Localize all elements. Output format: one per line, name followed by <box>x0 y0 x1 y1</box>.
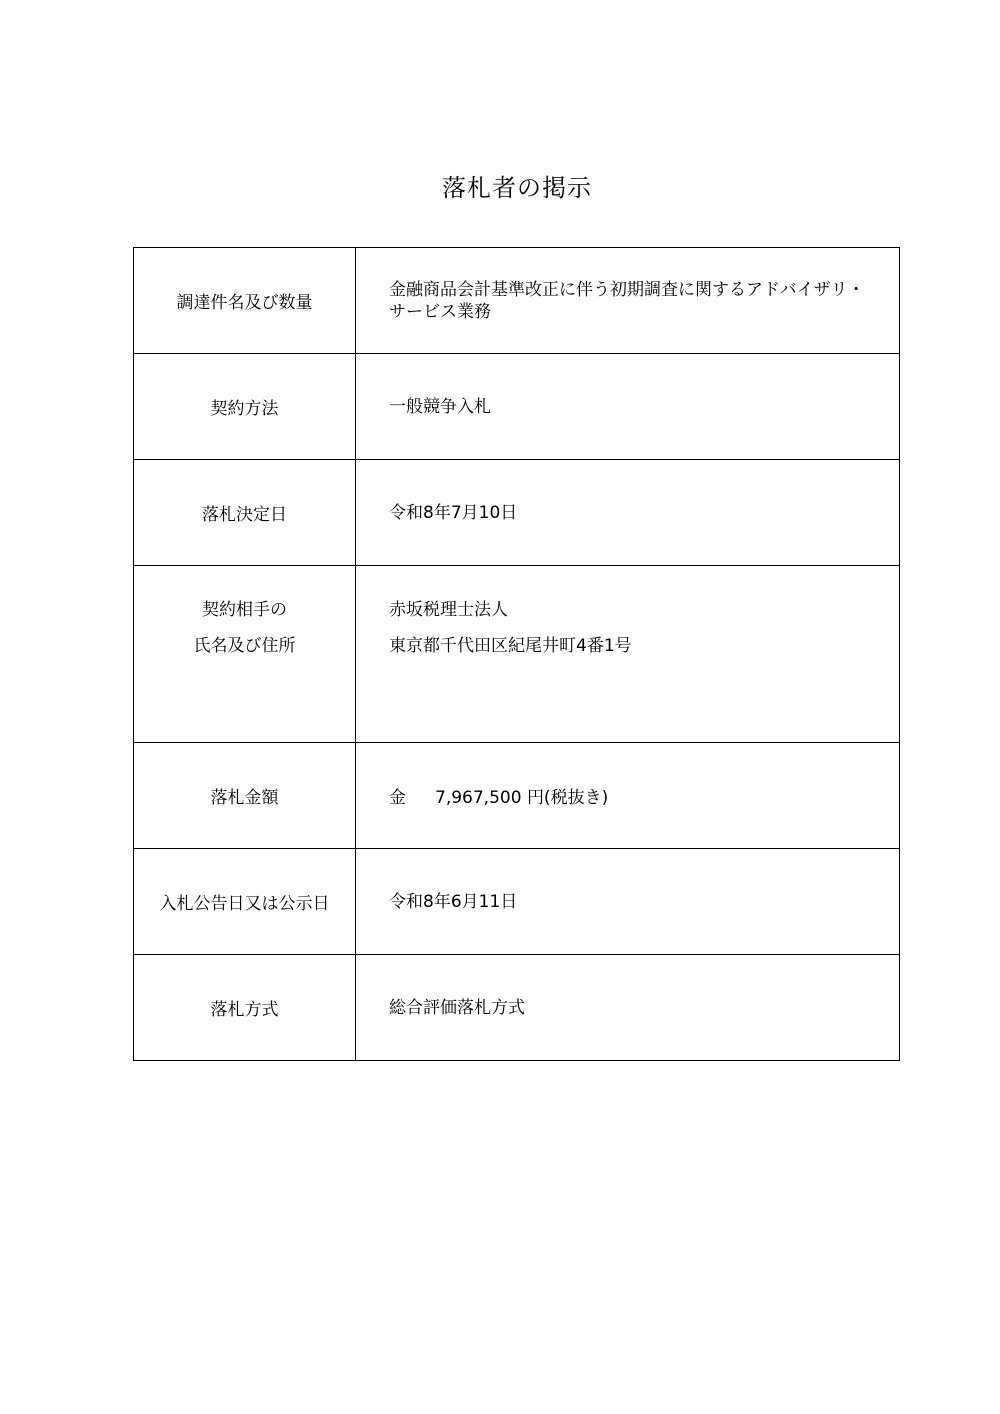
table-row-contract-method <box>134 354 900 460</box>
contractor-address: 東京都千代田区紀尾井町4番1号 <box>389 636 632 656</box>
value-line: 一般競争入札 <box>389 396 491 417</box>
row-value <box>356 955 900 1061</box>
label-line: 氏名及び住所 <box>193 636 296 656</box>
value-line: 総合評価落札方式 <box>389 997 525 1018</box>
value-line: 金融商品会計基準改正に伴う初期調査に関するアドバイザリ・ <box>389 279 865 300</box>
row-value <box>356 849 900 955</box>
row-label: 落札決定日 <box>134 460 356 566</box>
row-label: 契約方法 <box>134 354 356 460</box>
row-label: 落札方式 <box>134 955 356 1061</box>
row-label: 入札公告日又は公示日 <box>134 849 356 955</box>
amount-suffix: 円(税抜き) <box>526 788 609 808</box>
row-label <box>134 566 356 743</box>
row-value <box>356 743 900 849</box>
page-title: 落札者の掲示 <box>442 174 592 202</box>
contractor-name: 赤坂税理士法人 <box>389 600 508 620</box>
amount-value: 7,967,500 <box>435 788 522 808</box>
value-line: 令和8年6月11日 <box>389 891 518 912</box>
table-row-contractor <box>134 566 900 743</box>
row-label: 落札金額 <box>134 743 356 849</box>
table-row-announcement-date <box>134 849 900 955</box>
table-row-award-method <box>134 955 900 1061</box>
amount-prefix: 金 <box>389 788 406 808</box>
label-line: 契約相手の <box>202 600 287 620</box>
value-line: 令和8年7月10日 <box>389 502 518 523</box>
award-notice-table <box>133 247 900 1061</box>
value-line: サービス業務 <box>389 301 491 322</box>
table-row-procurement-item <box>134 248 900 354</box>
row-value <box>356 354 900 460</box>
row-value <box>356 460 900 566</box>
row-label: 調達件名及び数量 <box>134 248 356 354</box>
table-row-award-date <box>134 460 900 566</box>
row-value <box>356 248 900 354</box>
row-value <box>356 566 900 743</box>
table-row-award-amount <box>134 743 900 849</box>
